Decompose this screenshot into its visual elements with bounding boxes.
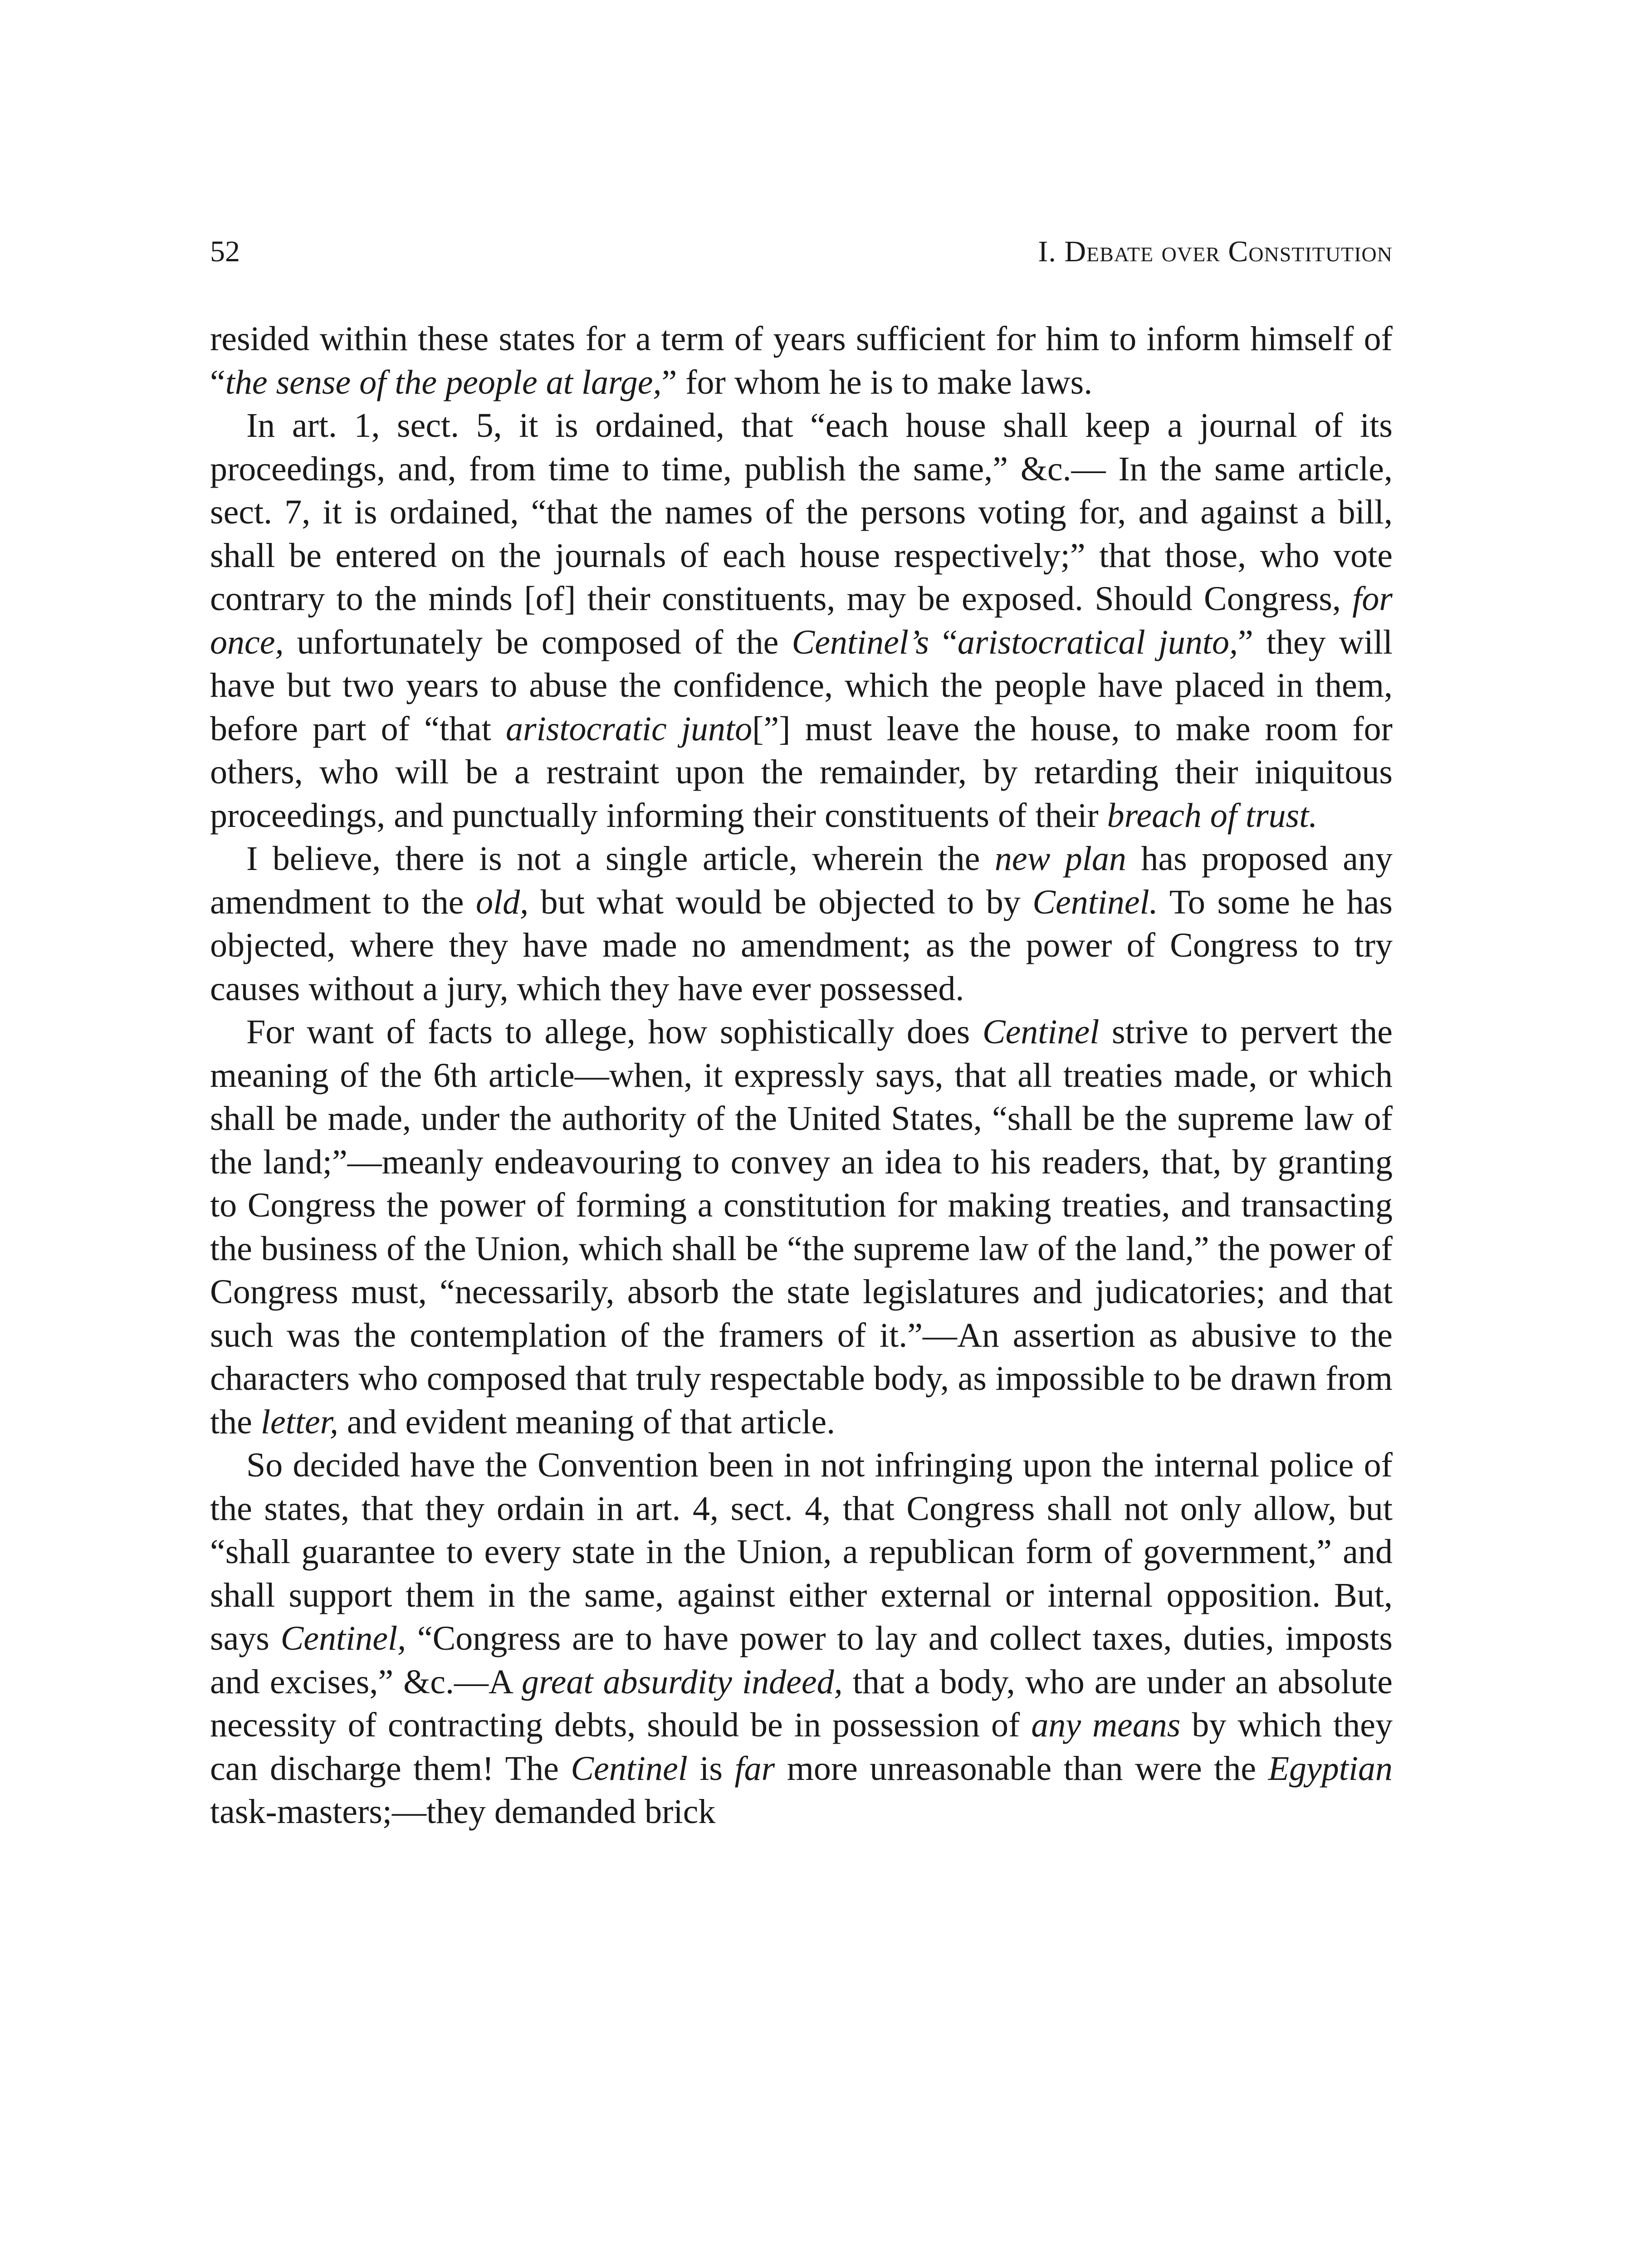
paragraph: [210, 1444, 1393, 1834]
text-run: resided within these states for a term of years sufficient for him to inform himself of “: [210, 320, 1393, 401]
text-run: For want of facts to allege, how sophistically does: [246, 1013, 983, 1051]
text-run: “: [929, 623, 958, 661]
text-run: ” they will have but two years to abuse the confidence, which the people have placed in them, before part of “that: [210, 623, 1393, 748]
text-run: [”] must leave the house, to make room for others, who will be a restraint upon the remainder, by retarding their iniquitous proceedings, and punctually informing their constituents of their: [210, 709, 1393, 835]
italic-text: breach of trust.: [1107, 796, 1318, 835]
italic-text: Centinel.: [1032, 883, 1158, 921]
text-run: So decided have the Convention been in not infringing upon the internal police of the states, that they ordain in art. 4, sect. 4, that Congress shall not only allow, but “shall guarantee to every state in the Union, a republican form of government,” and shall support them in the same, against either external or internal opposition. But, says: [210, 1446, 1393, 1657]
italic-text: Centinel: [571, 1749, 688, 1788]
italic-text: Egyptian: [1268, 1749, 1393, 1788]
text-run: has proposed any amendment to the: [210, 840, 1393, 921]
section-title: I. Debate over Constitution: [1038, 235, 1393, 268]
page-number: 52: [210, 235, 240, 268]
text-run: I believe, there is not a single article, wherein the: [246, 840, 995, 878]
italic-text: great absurdity indeed,: [521, 1662, 843, 1701]
text-run: task-masters;—they demanded brick: [210, 1793, 716, 1831]
italic-text: Centinel,: [280, 1619, 406, 1657]
italic-text: aristocratic junto: [506, 709, 753, 748]
italic-text: Centinel: [982, 1013, 1100, 1051]
paragraph: [210, 404, 1393, 837]
running-head: [210, 229, 1393, 274]
italic-text: the sense of the people at large,: [225, 363, 662, 401]
text-run: and evident meaning of that article.: [338, 1403, 836, 1441]
text-run: by which they can discharge them! The: [210, 1706, 1393, 1788]
italic-text: old,: [476, 883, 529, 921]
text-run: unfortunately be composed of the: [284, 623, 792, 661]
italic-text: new plan: [994, 840, 1126, 878]
italic-text: far: [734, 1749, 775, 1788]
paragraph: [210, 837, 1393, 1011]
italic-text: Centinel’s: [792, 623, 929, 661]
text-run: In art. 1, sect. 5, it is ordained, that “each house shall keep a journal of its proceedings, and, from time to time, publish the same,” &c.— In the same article, sect. 7, it is ordained, “that the names of the persons voting for, and against a bill, shall be entered on the journals of each house respectively;” that those, who vote contrary to the minds [of] their constituents, may be exposed. Should Congress,: [210, 406, 1393, 618]
text-run: more unreasonable than were the: [775, 1749, 1268, 1788]
italic-text: any means: [1031, 1706, 1181, 1744]
italic-text: aristocratical junto,: [957, 623, 1238, 661]
italic-text: for once,: [210, 580, 1393, 661]
italic-text: letter,: [260, 1403, 338, 1441]
text-run: is: [687, 1749, 735, 1788]
paragraph: [210, 1011, 1393, 1444]
text-run: ” for whom he is to make laws.: [661, 363, 1093, 401]
text-run: but what would be objected to by: [528, 883, 1033, 921]
text-run: “Congress are to have power to lay and collect taxes, duties, imposts and excises,” &c.—A: [210, 1619, 1393, 1701]
body-text: [210, 318, 1393, 1834]
text-run: To some he has objected, where they have made no amendment; as the power of Congress to try causes without a jury, which they have ever possessed.: [210, 883, 1393, 1008]
paragraph: [210, 318, 1393, 404]
text-run: strive to pervert the meaning of the 6th article—when, it expressly says, that all treaties made, or which shall be made, under the authority of the United States, “shall be the supreme law of the land;”—meanly endeavouring to convey an idea to his readers, that, by granting to Congress the power of forming a constitution for making treaties, and transacting the business of the Union, which shall be “the supreme law of the land,” the power of Congress must, “necessarily, absorb the state legislatures and judicatories; and that such was the contemplation of the framers of it.”—An assertion as abusive to the characters who composed that truly respectable body, as impossible to be drawn from the: [210, 1013, 1393, 1441]
text-run: that a body, who are under an absolute necessity of contracting debts, should be in possession of: [210, 1662, 1393, 1744]
